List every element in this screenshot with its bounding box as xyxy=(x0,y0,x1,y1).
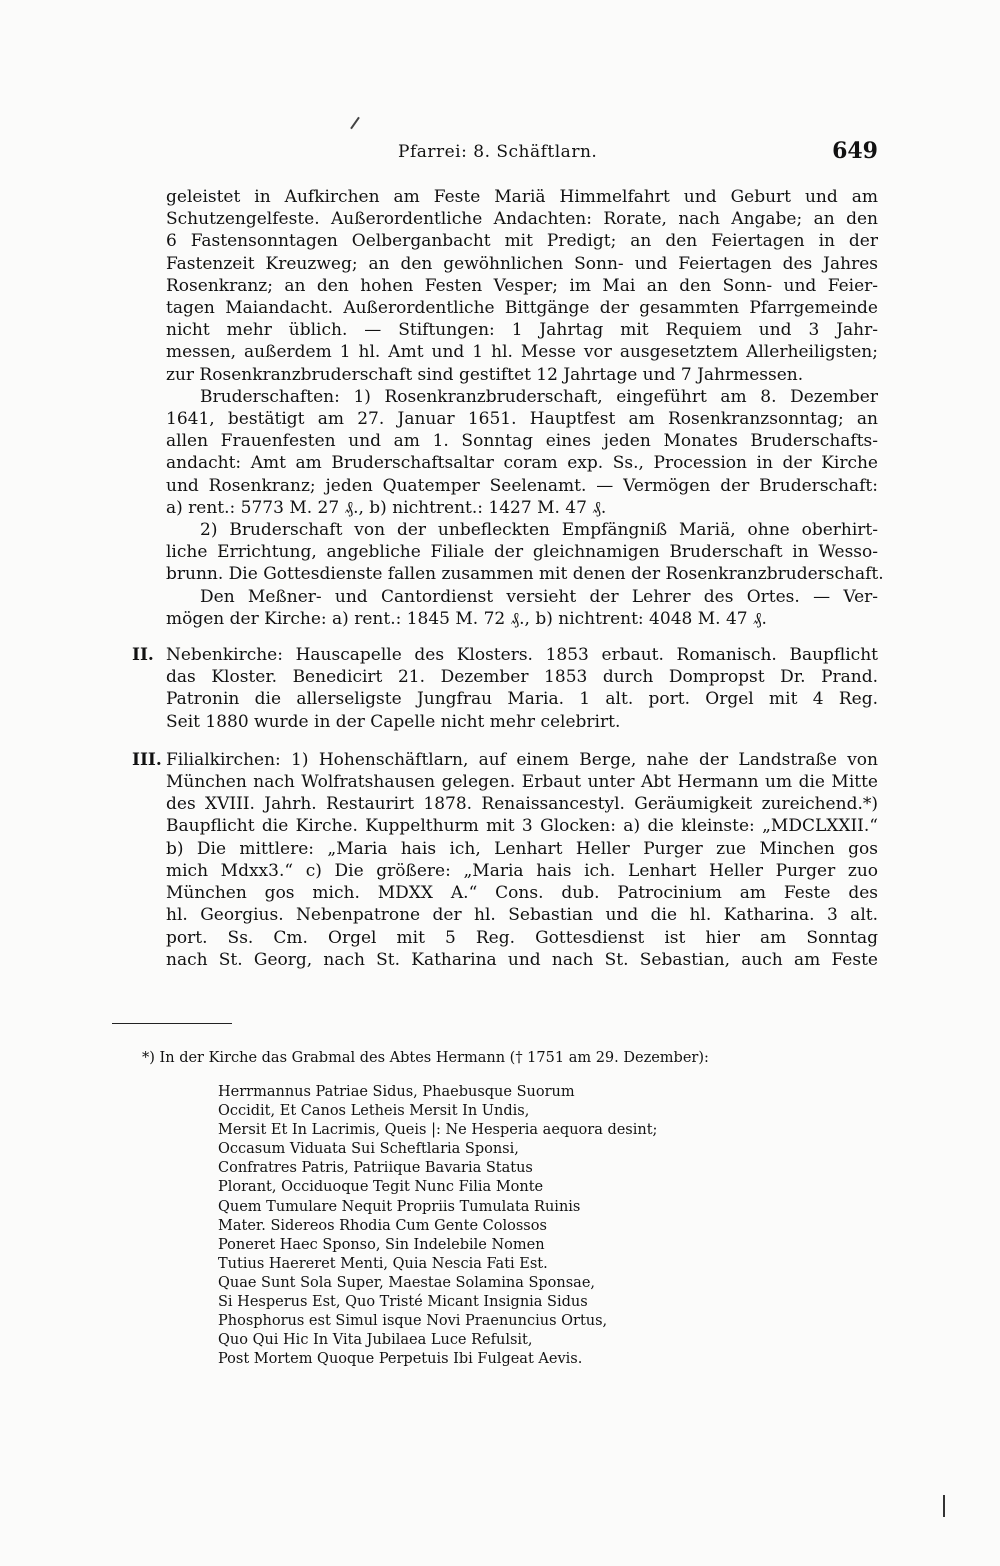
poem-line: Mater. Sidereos Rhodia Cum Gente Colossos xyxy=(218,1217,547,1234)
poem-line: Mersit Et In Lacrimis, Queis |: Ne Hesperia aequora desint; xyxy=(218,1122,658,1139)
pencil-mark xyxy=(350,117,360,130)
text-line: 1641, bestätigt am 27. Januar 1651. Hauptfest am Rosenkranzsonntag; an xyxy=(166,409,878,430)
poem-line: Plorant, Occiduoque Tegit Nunc Filia Monte xyxy=(218,1179,544,1196)
paragraph-services xyxy=(166,186,878,386)
poem-line: Quo Qui Hic In Vita Jubilaea Luce Refulsit, xyxy=(218,1332,533,1349)
text-line: hl. Georgius. Nebenpatrone der hl. Sebastian und die hl. Katharina. 3 alt. xyxy=(166,905,878,926)
text-line: nach St. Georg, nach St. Katharina und nach St. Sebastian, auch am Feste xyxy=(166,949,878,970)
text-line: Filialkirchen: 1) Hohenschäftlarn, auf einem Berge, nahe der Landstraße von xyxy=(166,749,878,770)
text-line: Seit 1880 wurde in der Capelle nicht mehr celebrirt. xyxy=(166,711,621,732)
text-line: liche Errichtung, angebliche Filiale der gleichnamigen Bruderschaft in Wesso- xyxy=(166,542,878,563)
footnote-rule xyxy=(112,1023,232,1024)
text-line: mich Mdxx3.“ c) Die größere: „Maria hais ich. Lenhart Heller Purger zuo xyxy=(166,860,878,881)
text-line: 6 Fastensonntagen Oelberganbacht mit Predigt; an den Feiertagen in der xyxy=(166,231,878,252)
text-line: a) rent.: 5773 M. 27 ₰., b) nichtrent.: 1427 M. 47 ₰. xyxy=(166,497,607,518)
footnote xyxy=(142,1047,882,1069)
poem-line: Occasum Viduata Sui Scheftlaria Sponsi, xyxy=(218,1141,519,1158)
section-nebenkirche xyxy=(132,644,878,733)
text-line: b) Die mittlere: „Maria hais ich, Lenhart Heller Purger zue Minchen gos xyxy=(166,838,878,859)
footnote-intro: *) In der Kirche das Grabmal des Abtes Hermann († 1751 am 29. Dezember): xyxy=(142,1050,709,1066)
text-line: Bruderschaften: 1) Rosenkranzbruderschaft, eingeführt am 8. Dezember xyxy=(200,386,878,407)
paragraph-sexton xyxy=(166,586,878,630)
text-line: mögen der Kirche: a) rent.: 1845 M. 72 ₰., b) nichtrent: 4048 M. 47 ₰. xyxy=(166,608,767,629)
text-line: zur Rosenkranzbruderschaft sind gestiftet 12 Jahrtage und 7 Jahrmessen. xyxy=(166,364,804,385)
poem-line: Post Mortem Quoque Perpetuis Ibi Fulgeat Aevis. xyxy=(218,1351,583,1368)
text-line: andacht: Amt am Bruderschaftsaltar coram exp. Ss., Procession in der Kirche xyxy=(166,453,878,474)
text-line: Nebenkirche: Hauscapelle des Klosters. 1853 erbaut. Romanisch. Baupflicht xyxy=(166,645,878,666)
text-line: nicht mehr üblich. — Stiftungen: 1 Jahrtag mit Requiem und 3 Jahr- xyxy=(166,320,878,341)
paragraph-brotherhoods xyxy=(166,386,878,519)
text-line: München gos mich. MDXX A.“ Cons. dub. Patrocinium am Feste des xyxy=(166,883,878,904)
page-header xyxy=(168,140,878,170)
text-line: Patronin die allerseligste Jungfrau Maria. 1 alt. port. Orgel mit 4 Reg. xyxy=(166,689,878,710)
text-line: und Rosenkranz; jeden Quatemper Seelenamt. — Vermögen der Bruderschaft: xyxy=(166,475,878,496)
poem-line: Quae Sunt Sola Super, Maestae Solamina Sponsae, xyxy=(218,1274,596,1291)
poem-line: Confratres Patris, Patriique Bavaria Status xyxy=(218,1160,533,1177)
poem-line: Poneret Haec Sponso, Sin Indelebile Nomen xyxy=(218,1236,545,1253)
poem-line: Phosphorus est Simul isque Novi Praenuncius Ortus, xyxy=(218,1313,608,1330)
text-line: port. Ss. Cm. Orgel mit 5 Reg. Gottesdienst ist hier am Sonntag xyxy=(166,927,878,948)
scan-mark xyxy=(943,1495,945,1517)
text-line: geleistet in Aufkirchen am Feste Mariä Himmelfahrt und Geburt und am xyxy=(166,187,878,207)
text-line: Fastenzeit Kreuzweg; an den gewöhnlichen Sonn- und Feiertagen des Jahres xyxy=(166,253,878,274)
text-line: 2) Bruderschaft von der unbefleckten Empfängniß Mariä, ohne oberhirt- xyxy=(200,520,878,541)
text-line: tagen Maiandacht. Außerordentliche Bittgänge der gesammten Pfarrgemeinde xyxy=(166,298,878,319)
poem-line: Herrmannus Patriae Sidus, Phaebusque Suorum xyxy=(218,1084,575,1100)
section-label: III. xyxy=(132,749,162,770)
section-label: II. xyxy=(132,645,154,666)
poem-line: Tutius Haereret Menti, Quia Nescia Fati Est. xyxy=(218,1255,548,1272)
text-line: messen, außerdem 1 hl. Amt und 1 hl. Messe vor ausgesetztem Allerheiligsten; xyxy=(166,342,878,363)
running-title: Pfarrei: 8. Schäftlarn. xyxy=(398,142,598,162)
poem-line: Si Hesperus Est, Quo Tristé Micant Insignia Sidus xyxy=(218,1294,588,1311)
text-line: brunn. Die Gottesdienste fallen zusammen mit denen der Rosenkranzbruderschaft. xyxy=(166,564,884,585)
paragraph-second-brotherhood xyxy=(166,519,884,586)
text-line: Den Meßner- und Cantordienst versieht der Lehrer des Ortes. — Ver- xyxy=(200,586,878,607)
body-text xyxy=(132,186,884,971)
poem-line: Quem Tumulare Nequit Propriis Tumulata Ruinis xyxy=(218,1198,581,1215)
text-line: Rosenkranz; an den hohen Festen Vesper; im Mai an den Sonn- und Feier- xyxy=(166,275,878,296)
poem-line: Occidit, Et Canos Letheis Mersit In Undis, xyxy=(218,1103,530,1120)
text-line: allen Frauenfesten und am 1. Sonntag eines jeden Monates Bruderschafts- xyxy=(166,431,878,452)
text-line: München nach Wolfratshausen gelegen. Erbaut unter Abt Hermann um die Mitte xyxy=(166,772,878,793)
epitaph-poem xyxy=(218,1083,657,1369)
text-line: das Kloster. Benedicirt 21. Dezember 1853 durch Dompropst Dr. Prand. xyxy=(166,667,878,688)
text-line: Schutzengelfeste. Außerordentliche Andachten: Rorate, nach Angabe; an den xyxy=(166,209,878,230)
section-filialkirchen xyxy=(132,749,878,971)
text-line: des XVIII. Jahrh. Restaurirt 1878. Renaissancestyl. Geräumigkeit zureichend.*) xyxy=(166,794,878,815)
text-line: Baupflicht die Kirche. Kuppelthurm mit 3 Glocken: a) die kleinste: „MDCLXXII.“ xyxy=(166,816,878,837)
page-number: 649 xyxy=(832,138,878,164)
